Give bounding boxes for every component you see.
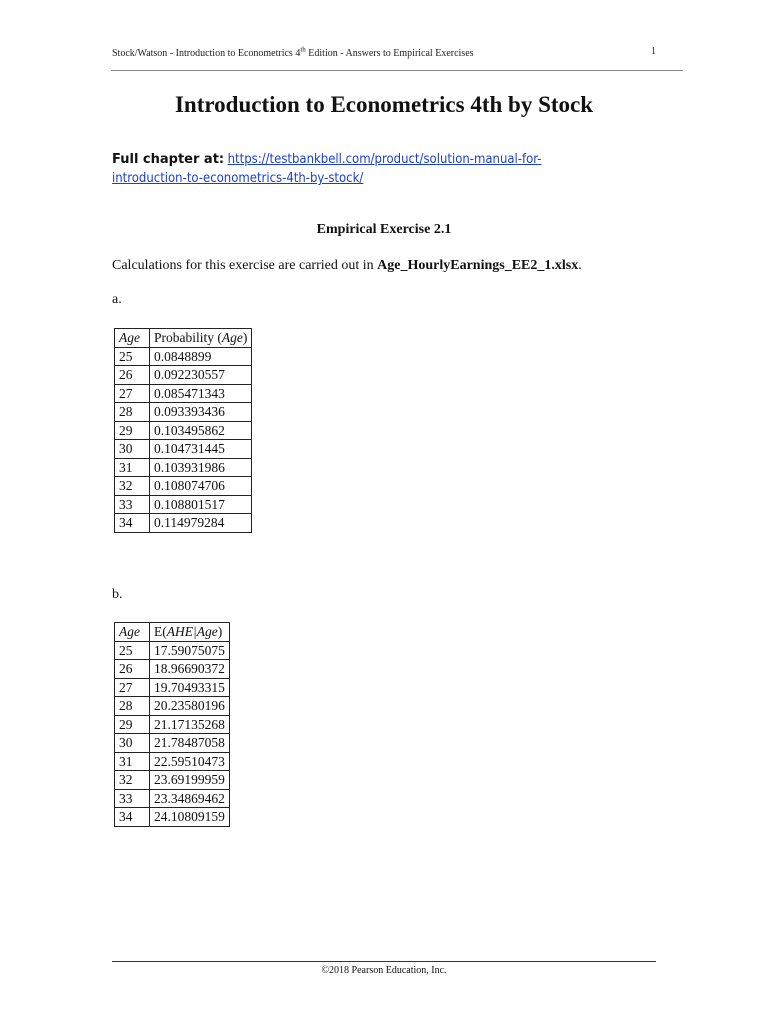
age-cell: 34: [115, 514, 150, 533]
value-cell: 17.59075075: [150, 641, 230, 660]
running-head-text: Stock/Watson - Introduction to Econometrics 4th Edition - Answers to Empirical Exercises: [112, 46, 474, 60]
value-cell: 0.0848899: [150, 347, 252, 366]
table-row: [115, 495, 252, 514]
running-head: [112, 46, 656, 59]
table-row: [115, 347, 252, 366]
expectation-column-header: E(AHE|Age): [150, 623, 230, 642]
value-cell: 22.59510473: [150, 752, 230, 771]
workbook-filename: Age_HourlyEarnings_EE2_1.xlsx: [377, 258, 579, 273]
table-row: [115, 641, 230, 660]
age-cell: 25: [115, 347, 150, 366]
exercise-heading: Empirical Exercise 2.1: [316, 222, 452, 237]
table-row: [115, 514, 252, 533]
table-row: [115, 366, 252, 385]
value-cell: 0.103931986: [150, 458, 252, 477]
value-cell: 23.34869462: [150, 789, 230, 808]
part-b-label: b.: [112, 587, 123, 602]
header-rule: [111, 70, 683, 71]
age-cell: 33: [115, 495, 150, 514]
page-number: 1: [651, 46, 656, 57]
table-row: [115, 440, 252, 459]
probability-column-header: Probability (Age): [150, 329, 252, 348]
table-row: [115, 384, 252, 403]
table-row: [115, 752, 230, 771]
age-cell: 28: [115, 697, 150, 716]
footer-rule: [112, 961, 656, 962]
calculation-note: Calculations for this exercise are carried out in Age_HourlyEarnings_EE2_1.xlsx.: [112, 258, 582, 273]
age-cell: 26: [115, 366, 150, 385]
age-column-header: Age: [115, 329, 150, 348]
copyright-footer: ©2018 Pearson Education, Inc.: [321, 965, 447, 976]
table-row: [115, 403, 252, 422]
age-cell: 26: [115, 660, 150, 679]
table-row: [115, 458, 252, 477]
value-cell: 0.085471343: [150, 384, 252, 403]
table-row: [115, 421, 252, 440]
age-cell: 31: [115, 752, 150, 771]
table-header-row: [115, 623, 230, 642]
table-row: [115, 771, 230, 790]
table-row: [115, 697, 230, 716]
value-cell: 21.17135268: [150, 715, 230, 734]
page-title: Introduction to Econometrics 4th by Stock: [174, 92, 594, 117]
full-chapter-label: Full chapter at:: [112, 152, 225, 167]
age-cell: 30: [115, 734, 150, 753]
value-cell: 20.23580196: [150, 697, 230, 716]
table-row: [115, 660, 230, 679]
age-cell: 33: [115, 789, 150, 808]
value-cell: 23.69199959: [150, 771, 230, 790]
value-cell: 0.114979284: [150, 514, 252, 533]
table-row: [115, 477, 252, 496]
full-chapter-line: [112, 150, 672, 188]
age-cell: 25: [115, 641, 150, 660]
age-cell: 28: [115, 403, 150, 422]
table-row: [115, 678, 230, 697]
value-cell: 19.70493315: [150, 678, 230, 697]
age-cell: 29: [115, 421, 150, 440]
table-row: [115, 789, 230, 808]
value-cell: 24.10809159: [150, 808, 230, 827]
age-cell: 32: [115, 771, 150, 790]
age-cell: 32: [115, 477, 150, 496]
value-cell: 0.108074706: [150, 477, 252, 496]
conditional-mean-table: [114, 622, 230, 827]
value-cell: 0.104731445: [150, 440, 252, 459]
table-row: [115, 734, 230, 753]
part-a-label: a.: [112, 292, 122, 307]
table-row: [115, 808, 230, 827]
value-cell: 0.092230557: [150, 366, 252, 385]
age-cell: 34: [115, 808, 150, 827]
age-cell: 31: [115, 458, 150, 477]
value-cell: 0.103495862: [150, 421, 252, 440]
age-cell: 27: [115, 678, 150, 697]
age-cell: 29: [115, 715, 150, 734]
value-cell: 18.96690372: [150, 660, 230, 679]
value-cell: 0.108801517: [150, 495, 252, 514]
probability-table: [114, 328, 252, 533]
value-cell: 21.78487058: [150, 734, 230, 753]
value-cell: 0.093393436: [150, 403, 252, 422]
age-cell: 27: [115, 384, 150, 403]
age-column-header: Age: [115, 623, 150, 642]
table-row: [115, 715, 230, 734]
table-header-row: [115, 329, 252, 348]
chapter-link[interactable]: https://testbankbell.com/product/solution-manual-for- introduction-to-econometrics-4th-by-stock/: [112, 152, 542, 186]
age-cell: 30: [115, 440, 150, 459]
